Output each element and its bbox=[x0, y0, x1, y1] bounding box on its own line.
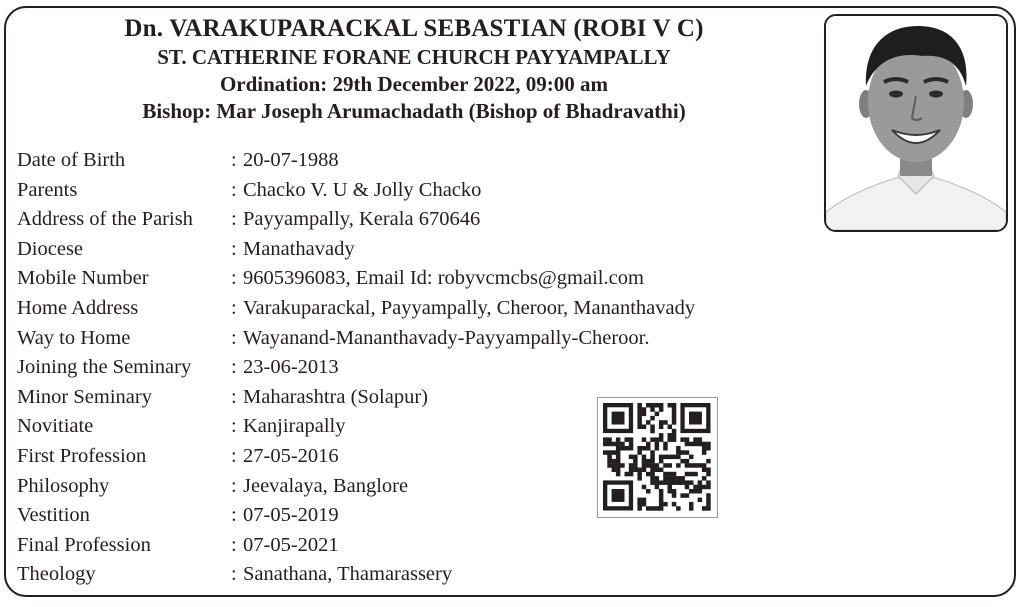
detail-separator: : bbox=[231, 296, 237, 319]
detail-separator: : bbox=[231, 208, 237, 231]
detail-label: Theology bbox=[17, 563, 96, 586]
detail-row bbox=[17, 442, 695, 472]
detail-row bbox=[17, 294, 695, 324]
detail-row bbox=[17, 205, 695, 235]
portrait-image bbox=[826, 16, 1006, 230]
detail-separator: : bbox=[231, 326, 237, 349]
detail-value: 07-05-2021 bbox=[243, 533, 339, 556]
header bbox=[14, 14, 814, 125]
detail-row bbox=[17, 353, 695, 383]
detail-value: Wayanand-Mananthavady-Payyampally-Cheroor. bbox=[243, 326, 650, 349]
detail-value: Jeevalaya, Banglore bbox=[243, 474, 409, 497]
detail-row bbox=[17, 146, 695, 176]
detail-label: Philosophy bbox=[17, 474, 110, 497]
detail-value: Sanathana, Thamarassery bbox=[243, 563, 453, 586]
church-name: ST. CATHERINE FORANE CHURCH PAYYAMPALLY bbox=[157, 45, 671, 69]
qr-code[interactable] bbox=[597, 397, 718, 518]
detail-value: Manathavady bbox=[243, 237, 355, 260]
detail-value: 07-05-2019 bbox=[243, 504, 339, 527]
detail-label: Joining the Seminary bbox=[17, 356, 192, 379]
details-list bbox=[17, 146, 695, 590]
detail-row bbox=[17, 264, 695, 294]
detail-separator: : bbox=[231, 385, 237, 408]
detail-label: Vestition bbox=[17, 504, 90, 527]
detail-label: Final Profession bbox=[17, 533, 151, 556]
qr-code-image bbox=[598, 398, 716, 516]
detail-label: Diocese bbox=[17, 237, 84, 260]
detail-label: First Profession bbox=[17, 444, 147, 467]
detail-separator: : bbox=[231, 474, 237, 497]
detail-label: Parents bbox=[17, 178, 78, 201]
detail-value: 23-06-2013 bbox=[243, 356, 339, 379]
detail-row bbox=[17, 501, 695, 531]
detail-label: Mobile Number bbox=[17, 267, 149, 290]
detail-value: Maharashtra (Solapur) bbox=[243, 385, 429, 408]
detail-label: Minor Seminary bbox=[17, 385, 152, 408]
detail-separator: : bbox=[231, 178, 237, 201]
detail-label: Novitiate bbox=[17, 415, 94, 438]
ordination-info: Ordination: 29th December 2022, 09:00 am bbox=[219, 72, 609, 96]
detail-separator: : bbox=[231, 563, 237, 586]
bishop-info: Bishop: Mar Joseph Arumachadath (Bishop of Bhadravathi) bbox=[142, 99, 686, 123]
detail-row bbox=[17, 472, 695, 502]
detail-label: Way to Home bbox=[17, 326, 131, 349]
detail-value: Payyampally, Kerala 670646 bbox=[243, 208, 481, 231]
detail-value: 9605396083, Email Id: robyvcmcbs@gmail.com bbox=[243, 267, 644, 290]
detail-row bbox=[17, 324, 695, 354]
detail-value: Varakuparackal, Payyampally, Cheroor, Mananthavady bbox=[243, 296, 696, 319]
detail-row bbox=[17, 412, 695, 442]
detail-separator: : bbox=[231, 267, 237, 290]
detail-value: 20-07-1988 bbox=[243, 149, 339, 171]
detail-separator: : bbox=[231, 533, 237, 556]
detail-row bbox=[17, 560, 695, 590]
detail-separator: : bbox=[231, 504, 237, 527]
detail-label: Address of the Parish bbox=[17, 208, 193, 231]
detail-separator: : bbox=[231, 356, 237, 379]
detail-row bbox=[17, 176, 695, 206]
detail-value: Kanjirapally bbox=[243, 415, 346, 438]
detail-value: Chacko V. U & Jolly Chacko bbox=[243, 178, 482, 201]
detail-value: 27-05-2016 bbox=[243, 444, 339, 467]
portrait-photo bbox=[824, 14, 1008, 232]
detail-separator: : bbox=[231, 444, 237, 467]
detail-separator: : bbox=[231, 237, 237, 260]
detail-separator: : bbox=[231, 415, 237, 438]
detail-label: Date of Birth bbox=[17, 149, 126, 171]
detail-separator: : bbox=[231, 149, 237, 171]
detail-label: Home Address bbox=[17, 296, 139, 319]
detail-row bbox=[17, 383, 695, 413]
detail-row bbox=[17, 235, 695, 265]
detail-row bbox=[17, 531, 695, 561]
deacon-name: Dn. VARAKUPARACKAL SEBASTIAN (ROBI V C) bbox=[124, 15, 704, 42]
